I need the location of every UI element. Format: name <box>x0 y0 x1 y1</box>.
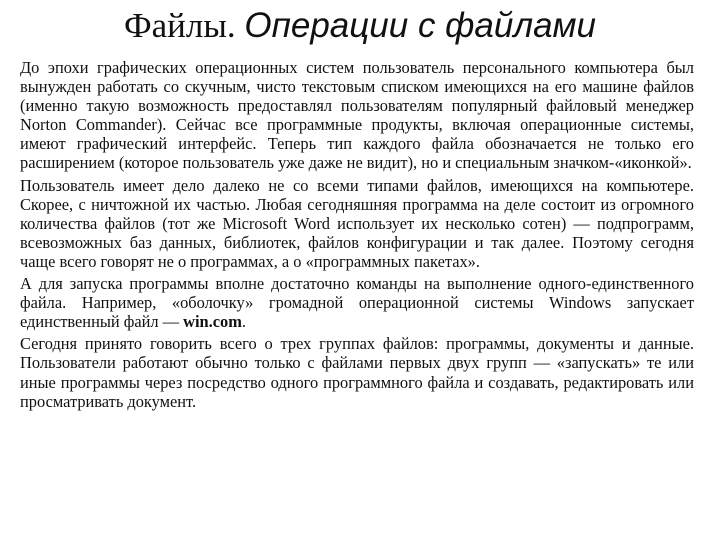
win-com-filename: win.com <box>183 312 242 332</box>
paragraph-4: Сегодня принято говорить всего о трех группах файлов: программы, документы и данные. Пользователи работают обычно только с файлами первых двух групп — «запускать» те или иные программы через посредство одного программного файла и создавать, редактировать или просматривать документ. <box>20 334 694 411</box>
body-text <box>20 58 694 414</box>
title-part-files: Файлы. <box>123 6 245 45</box>
paragraph-1: До эпохи графических операционных систем пользователь персонального компьютера был вынужден работать со скучным, чисто текстовым списком имеющихся на его машине файлов (именно такую возможность предоставлял пользователям популярный файловый менеджер Norton Commander). Сейчас все программные продукты, включая операционные системы, имеют графический интерфейс. Теперь тип каждого файла обозначается не только его расширением (которое пользователь уже даже не видит), но и специальным значком-«иконкой». <box>20 58 694 173</box>
paragraph-2: Пользователь имеет дело далеко не со всеми типами файлов, имеющихся на компьютере. Скорее, с ничтожной их частью. Любая сегодняшняя программа на деле состоит из огромного количества файлов (тот же Microsoft Word использует их несколько сотен) — подпрограмм, всевозможных баз данных, библиотек, файлов конфигурации и так далее. Поэтому сегодня чаще всего говорят не о программах, а о «программных пакетах». <box>20 175 694 271</box>
title-part-operations: Операции с файлами <box>244 6 596 45</box>
paragraph-3-end: . <box>241 312 246 332</box>
page-title <box>0 6 720 53</box>
paragraph-3 <box>20 274 694 331</box>
paragraph-3-text: А для запуска программы вполне достаточно команды на выполнение одного-единственного файла. Например, «оболочку» громадной операционной системы Windows запускает единственный файл — <box>20 274 694 332</box>
